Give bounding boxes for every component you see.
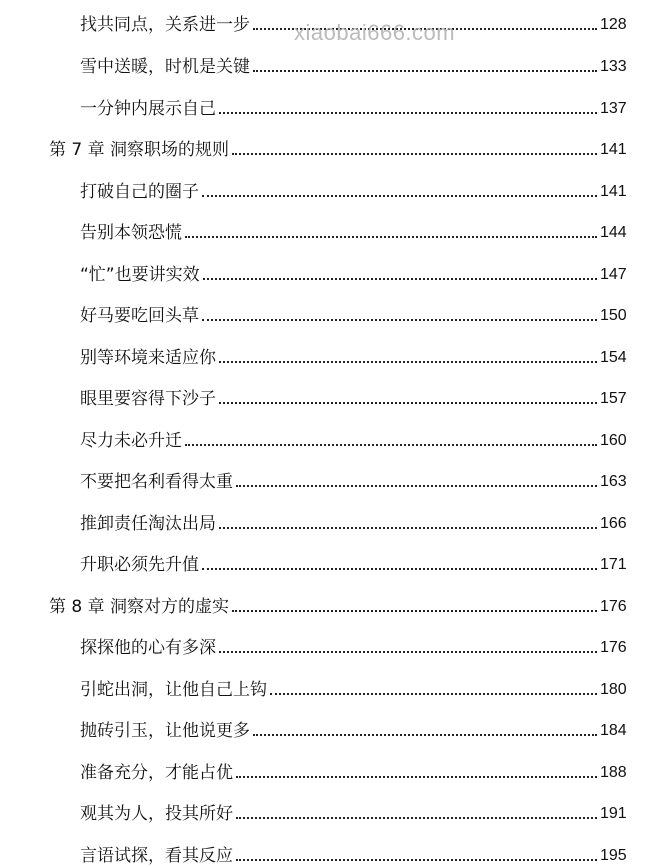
- toc-entry-title: 告别本领恐慌: [80, 223, 182, 243]
- toc-entry: [0, 550, 651, 576]
- dot-leader: [185, 444, 597, 446]
- toc-entry-page: 133: [600, 58, 627, 75]
- dot-leader: [219, 361, 597, 363]
- toc-entry-title: 眼里要容得下沙子: [80, 389, 216, 409]
- toc-entry: [0, 343, 651, 369]
- dot-leader: [202, 568, 597, 570]
- toc-entry: [0, 260, 651, 286]
- toc-entry: [0, 758, 651, 784]
- toc-entry: [0, 633, 651, 659]
- toc-entry: [0, 177, 651, 203]
- toc-entry-title: “忙”也要讲实效: [80, 265, 200, 285]
- toc-entry-page: 195: [600, 847, 627, 864]
- toc-entry: [0, 799, 651, 825]
- toc-entry-page: 128: [600, 16, 627, 33]
- dot-leader: [185, 236, 597, 238]
- toc-entry-title: 言语试探，看其反应: [80, 846, 233, 866]
- toc-entry-page: 184: [600, 722, 627, 739]
- toc-entry-title: 不要把名利看得太重: [80, 472, 233, 492]
- dot-leader: [232, 153, 597, 155]
- toc-entry-page: 180: [600, 681, 627, 698]
- toc-chapter-entry: [0, 135, 651, 161]
- toc-entry-page: 150: [600, 307, 627, 324]
- toc-entry-page: 188: [600, 764, 627, 781]
- toc-entry-page: 163: [600, 473, 627, 490]
- toc-entry-page: 176: [600, 598, 627, 615]
- toc-entry: [0, 675, 651, 701]
- toc-entry: [0, 218, 651, 244]
- toc-entry-page: 154: [600, 349, 627, 366]
- toc-entry: [0, 384, 651, 410]
- toc-entry-page: 191: [600, 805, 627, 822]
- dot-leader: [219, 651, 597, 653]
- toc-entry-page: 176: [600, 639, 627, 656]
- toc-entry-title: 别等环境来适应你: [80, 348, 216, 368]
- toc-entry-title: 尽力未必升迁: [80, 431, 182, 451]
- toc-entry-title: 探探他的心有多深: [80, 638, 216, 658]
- toc-entry-page: 141: [600, 141, 627, 158]
- dot-leader: [203, 278, 597, 280]
- toc-entry-title: 好马要吃回头草: [80, 306, 199, 326]
- dot-leader: [219, 402, 597, 404]
- toc-entry: [0, 716, 651, 742]
- toc-entry-title: 升职必须先升值: [80, 555, 199, 575]
- dot-leader: [236, 776, 597, 778]
- dot-leader: [232, 610, 597, 612]
- dot-leader: [253, 70, 597, 72]
- dot-leader: [202, 319, 597, 321]
- toc-entry-title: 推卸责任淘汰出局: [80, 514, 216, 534]
- watermark: xiaobai666.com: [294, 20, 456, 45]
- dot-leader: [202, 195, 597, 197]
- toc-entry: [0, 467, 651, 493]
- toc-entry-title: 打破自己的圈子: [80, 182, 199, 202]
- toc-entry-page: 157: [600, 390, 627, 407]
- toc-entry-page: 147: [600, 266, 627, 283]
- toc-entry-title: 准备充分，才能占优: [80, 763, 233, 783]
- toc-entry-page: 141: [600, 183, 627, 200]
- toc-entry-title: 第 8 章 洞察对方的虚实: [49, 597, 230, 617]
- dot-leader: [219, 112, 597, 114]
- dot-leader: [253, 734, 597, 736]
- toc-entry-title: 找共同点，关系进一步: [80, 15, 250, 35]
- toc-entry: [0, 841, 651, 867]
- toc-entry-title: 抛砖引玉，让他说更多: [80, 721, 250, 741]
- toc-entry-title: 引蛇出洞，让他自己上钩: [80, 680, 267, 700]
- toc-chapter-entry: [0, 592, 651, 618]
- toc-entry-page: 166: [600, 515, 627, 532]
- toc-entry: [0, 301, 651, 327]
- toc-entry-title: 第 7 章 洞察职场的规则: [49, 140, 230, 160]
- dot-leader: [270, 693, 597, 695]
- toc-entry: [0, 509, 651, 535]
- dot-leader: [219, 527, 597, 529]
- toc-entry-title: 观其为人，投其所好: [80, 804, 233, 824]
- toc-entry: [0, 52, 651, 78]
- toc-entry-page: 160: [600, 432, 627, 449]
- toc-entry-title: 一分钟内展示自己: [80, 99, 216, 119]
- dot-leader: [236, 485, 597, 487]
- toc-entry-title: 雪中送暖，时机是关键: [80, 57, 250, 77]
- dot-leader: [236, 817, 597, 819]
- toc-entry: [0, 94, 651, 120]
- toc-entry-page: 144: [600, 224, 627, 241]
- dot-leader: [236, 859, 597, 861]
- toc-entry-page: 171: [600, 556, 627, 573]
- toc-entry: [0, 426, 651, 452]
- toc-entry-page: 137: [600, 100, 627, 117]
